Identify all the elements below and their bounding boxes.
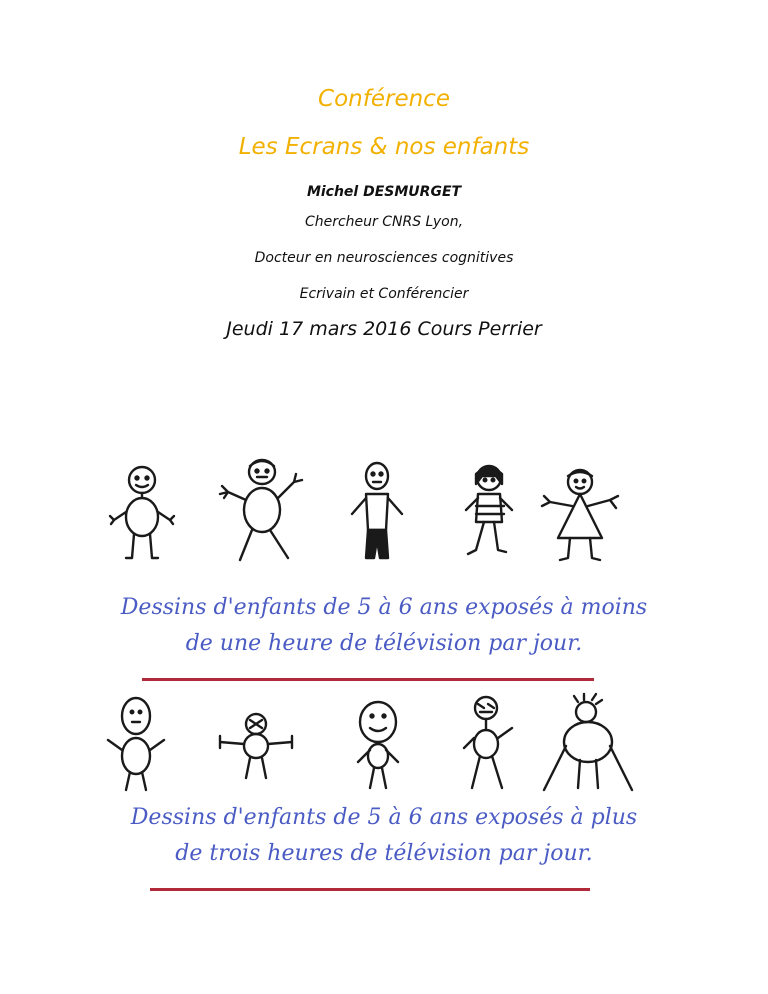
- caption-low-tv: [0, 590, 768, 662]
- divider-rule: [150, 888, 590, 891]
- author-role: Ecrivain et Conférencier: [299, 286, 469, 302]
- author-name: Michel DESMURGET: [306, 184, 462, 200]
- event-date-location: Jeudi 17 mars 2016 Cours Perrier: [226, 318, 542, 340]
- divider-rule: [142, 678, 594, 681]
- child-drawing-7: [214, 708, 298, 788]
- author-qualification: Docteur en neurosciences cognitives: [254, 250, 514, 266]
- child-drawing-3: [344, 460, 410, 572]
- conference-subtitle: Les Ecrans & nos enfants: [238, 134, 530, 160]
- child-drawing-9: [458, 694, 522, 796]
- child-drawing-1: [106, 462, 178, 570]
- conference-title: Conférence: [318, 86, 450, 112]
- child-drawing-8: [346, 698, 410, 794]
- author-affiliation: Chercheur CNRS Lyon,: [304, 214, 464, 230]
- child-drawing-6: [104, 694, 174, 794]
- caption-low-tv-line1: Dessins d'enfants de 5 à 6 ans exposés à moins: [120, 595, 648, 620]
- caption-low-tv-line2: de une heure de télévision par jour.: [185, 631, 583, 656]
- child-drawing-4: [454, 462, 524, 570]
- caption-high-tv-line1: Dessins d'enfants de 5 à 6 ans exposés à plus: [130, 805, 638, 830]
- child-drawing-5: [536, 466, 624, 570]
- caption-high-tv: [0, 800, 768, 872]
- child-drawing-10: [540, 694, 640, 796]
- caption-high-tv-line2: de trois heures de télévision par jour.: [175, 841, 593, 866]
- child-drawing-2: [210, 456, 310, 570]
